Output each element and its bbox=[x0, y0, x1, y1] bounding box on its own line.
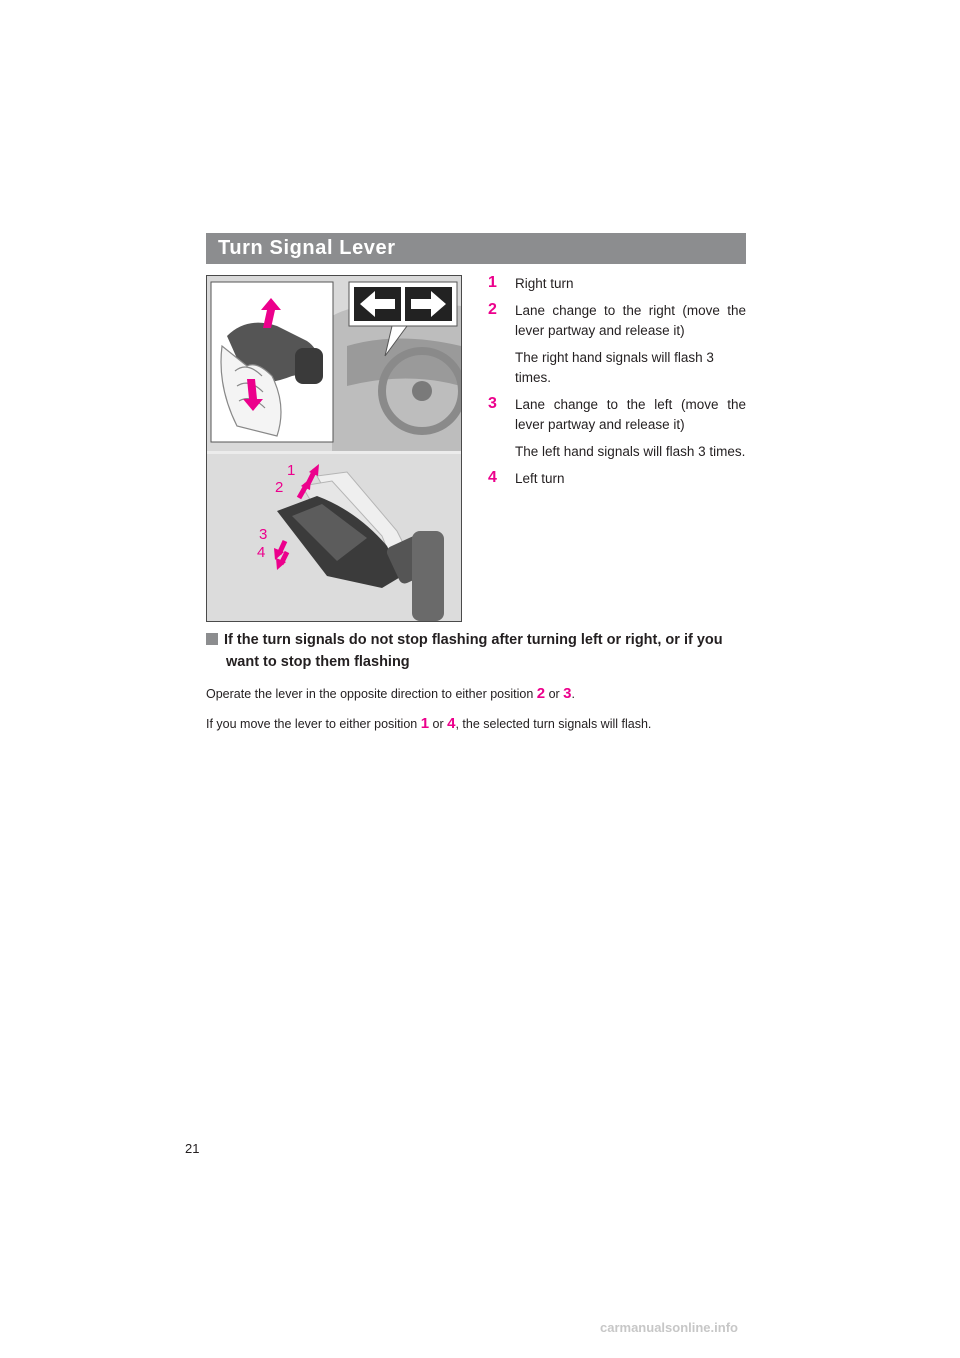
page-number: 21 bbox=[185, 1141, 200, 1156]
figure-label-2: 2 bbox=[275, 479, 284, 496]
step-number: 1 bbox=[488, 274, 497, 291]
info-section bbox=[206, 629, 751, 733]
info-paragraph bbox=[206, 685, 751, 703]
para-text: , the selected turn signals will flash. bbox=[455, 717, 652, 731]
step-text: Lane change to the left (move the lever partway and release it) bbox=[515, 397, 746, 432]
para-text: Operate the lever in the opposite direction to either position bbox=[206, 687, 537, 701]
step-text: Lane change to the right (move the lever partway and release it) bbox=[515, 303, 746, 338]
para-text: or bbox=[545, 687, 564, 701]
figure-label-1: 1 bbox=[287, 462, 296, 479]
position-ref: 4 bbox=[447, 715, 456, 732]
step-note: The right hand signals will flash 3 times. bbox=[515, 350, 714, 385]
square-bullet-icon bbox=[206, 633, 218, 645]
step-item bbox=[488, 469, 746, 489]
step-item bbox=[488, 301, 746, 388]
position-ref: 3 bbox=[563, 685, 572, 702]
info-paragraph bbox=[206, 715, 751, 733]
footer-watermark: carmanualsonline.info bbox=[600, 1320, 738, 1335]
step-number: 3 bbox=[488, 395, 497, 412]
para-text: . bbox=[571, 687, 575, 701]
position-ref: 2 bbox=[536, 685, 546, 702]
info-heading-text: If the turn signals do not stop flashing after turning left or right, or if you want to stop them flashing bbox=[224, 632, 723, 670]
step-text: Right turn bbox=[515, 276, 574, 291]
step-number: 2 bbox=[488, 301, 497, 318]
steps-list bbox=[488, 274, 746, 496]
step-number: 4 bbox=[488, 469, 497, 486]
step-text: Left turn bbox=[515, 471, 565, 486]
lever-diagram bbox=[207, 276, 461, 621]
section-title-bar bbox=[206, 233, 746, 264]
info-heading bbox=[206, 629, 751, 673]
position-ref: 1 bbox=[420, 715, 430, 732]
figure-label-3: 3 bbox=[259, 526, 268, 543]
step-note: The left hand signals will flash 3 times. bbox=[515, 444, 746, 459]
step-item bbox=[488, 274, 746, 294]
figure-label-4: 4 bbox=[257, 544, 266, 561]
turn-signal-illustration bbox=[206, 275, 462, 622]
section-title: Turn Signal Lever bbox=[218, 237, 396, 259]
step-item bbox=[488, 395, 746, 462]
para-text: If you move the lever to either position bbox=[206, 717, 421, 731]
para-text: or bbox=[429, 717, 448, 731]
